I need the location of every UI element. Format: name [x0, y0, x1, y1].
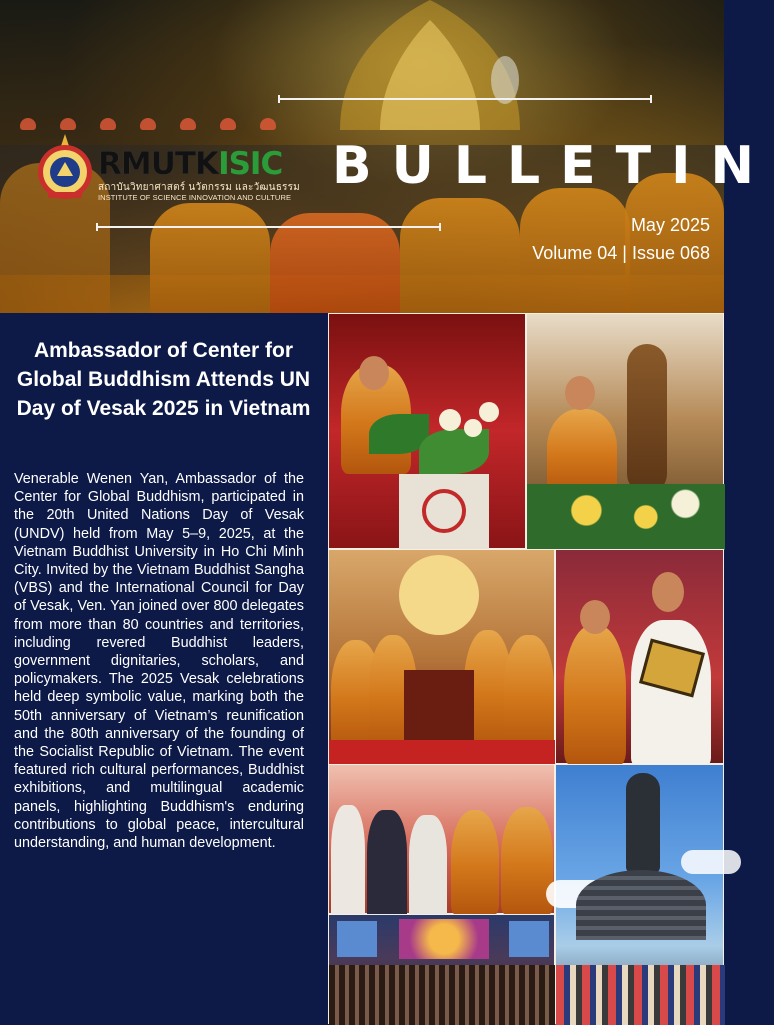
monk-head	[580, 600, 610, 634]
stage-screen-center	[399, 919, 489, 959]
dharma-wheel-emblem	[422, 489, 466, 533]
header-banner	[0, 0, 774, 313]
institute-name-thai: สถาบันวิทยาศาสตร์ นวัตกรรม และวัฒนธรรม	[98, 182, 300, 193]
monk-figure	[564, 625, 626, 765]
guanyin-statue	[626, 773, 660, 873]
lotus-backdrop	[399, 555, 479, 635]
article-body: Venerable Wenen Yan, Ambassador of the Center for Global Buddhism, participated in the 20th United Nations Day of Vesak (UNDV) held from May 5–9, 2025, at the Vietnam Buddhist University in Ho Chi Minh City. Invited by the Vietnam Buddhist Sangha (VBS) and the International Council for Day of Vesak, Ven. Yan joined over 800 delegates from more than 80 countries and territories, including revered Buddhist leaders, government dignitaries, scholars, and policymakers. The 2025 Vesak celebrations held deep symbolic value, marking both the 50th anniversary of Vietnam’s reunification and the 80th anniversary of the founding of the Socialist Republic of Vietnam. The event featured rich cultural performances, Buddhist exhibitions, and multilingual academic panels, highlighting Buddhism's enduring contributions to global peace, intercultural understanding, and human development.	[14, 471, 304, 852]
header-rule-top	[278, 98, 652, 100]
audience	[329, 965, 556, 1025]
altar-table	[404, 670, 474, 740]
cloud	[681, 850, 741, 874]
lantern	[180, 118, 196, 130]
monk-head	[359, 356, 389, 390]
logo-wordmark-part-b: ISIC	[218, 146, 283, 182]
photo-statue-offering	[526, 313, 724, 549]
monk-figure	[501, 807, 553, 915]
man-white-suit	[631, 620, 711, 765]
man-head	[652, 572, 684, 612]
crowd-figure	[270, 213, 400, 313]
monk-figure	[451, 810, 499, 915]
stage-screen-left	[337, 921, 377, 957]
crowd-figure	[150, 203, 270, 313]
lantern	[100, 118, 116, 130]
header-rule-bottom	[96, 226, 441, 228]
university-seal-icon	[36, 132, 94, 202]
red-carpet	[329, 740, 556, 765]
logo-wordmark-part-a: RMUTK	[98, 146, 219, 182]
flower	[464, 419, 482, 437]
stage-screen-right	[509, 921, 549, 957]
flower-bed	[527, 484, 725, 550]
person-dark	[367, 810, 407, 915]
photo-award-plaque	[555, 549, 724, 764]
photo-buddha-tower	[555, 764, 724, 1024]
monk-figure	[547, 409, 617, 494]
lantern	[260, 118, 276, 130]
golden-ornament	[300, 0, 560, 130]
article-panel	[0, 313, 327, 1024]
golden-statue	[627, 344, 667, 494]
volume-issue: Volume 04 | Issue 068	[532, 243, 710, 263]
visitor-crowd	[556, 965, 725, 1025]
monk-figure	[504, 635, 554, 750]
issue-date: May 2025	[630, 215, 710, 235]
lantern	[60, 118, 76, 130]
photo-group	[328, 764, 555, 914]
photo-seated-monks	[328, 549, 555, 764]
crowd-figure	[400, 198, 520, 313]
logo-wordmark	[98, 148, 282, 180]
lantern	[140, 118, 156, 130]
monk-head	[565, 376, 595, 410]
person-white	[331, 805, 365, 915]
article-headline: Ambassador of Center for Global Buddhism Attends UN Day of Vesak 2025 in Vietnam	[16, 339, 311, 420]
flower	[439, 409, 461, 431]
flower	[479, 402, 499, 422]
bulletin-title: BULLETIN	[332, 136, 774, 196]
person-light	[409, 815, 447, 915]
photo-podium-speech	[328, 313, 526, 549]
lantern	[220, 118, 236, 130]
statue-base-tower	[576, 870, 706, 940]
institute-name-english: INSTITUTE OF SCIENCE INNOVATION AND CULTURE	[98, 193, 292, 202]
leaf	[419, 429, 489, 474]
lantern	[20, 118, 36, 130]
photo-conference-hall	[328, 914, 555, 1024]
